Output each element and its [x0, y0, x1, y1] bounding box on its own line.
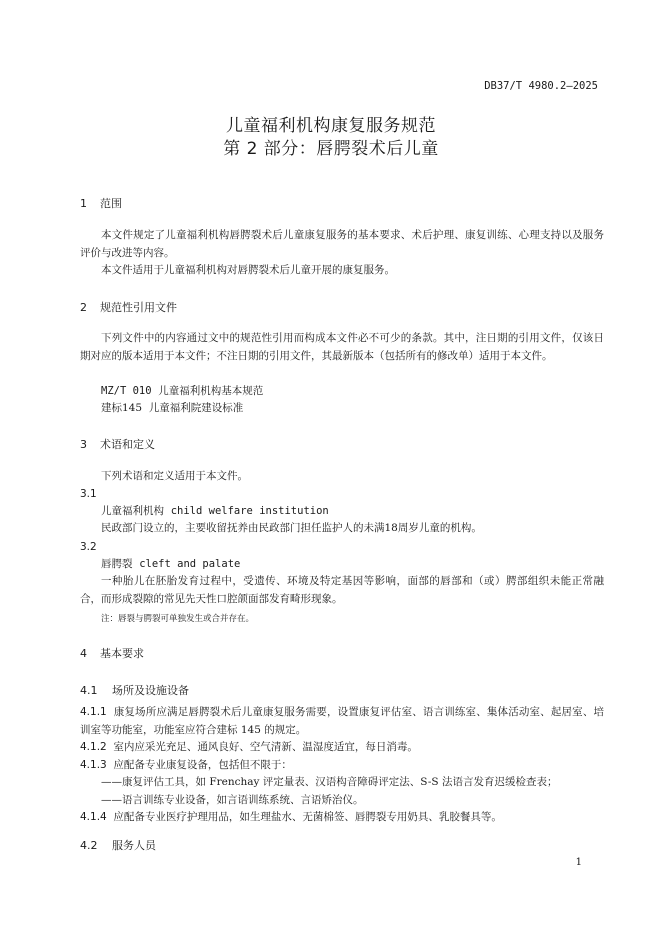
subsection-heading-4-2 [80, 837, 156, 853]
clause-number: 4.1.3 [80, 759, 107, 771]
reference-item [101, 383, 263, 401]
subsection-number: 4.1 [80, 684, 98, 697]
clause-text: 室内应采光充足、通风良好、空气清新、温湿度适宜，每日消毒。 [113, 741, 418, 753]
clause-4-1-4 [80, 809, 502, 827]
section-number: 1 [80, 197, 87, 210]
clause-text: 应配备专业医疗护理用品，如生理盐水、无菌棉签、唇腭裂专用奶具、乳胶餐具等。 [113, 811, 502, 823]
section-number: 2 [80, 301, 87, 314]
clause-4-1-1 [80, 704, 604, 739]
paragraph: 本文件适用于儿童福利机构对唇腭裂术后儿童开展的康复服务。 [101, 264, 395, 276]
section-heading-1 [80, 195, 122, 211]
document-subtitle: 第 2 部分：唇腭裂术后儿童 [223, 139, 439, 159]
clause-number: 4.1.2 [80, 741, 107, 753]
section-heading-2 [80, 299, 177, 315]
reference-code: MZ/T 010 [101, 385, 152, 397]
section-title: 基本要求 [100, 647, 144, 660]
clause-number: 4.1.4 [80, 811, 107, 823]
term-note: 注：唇裂与腭裂可单独发生或合并存在。 [101, 614, 255, 624]
reference-code: 建标145 [101, 402, 143, 414]
paragraph: 本文件规定了儿童福利机构唇腭裂术后儿童康复服务的基本要求、术后护理、康复训练、心理支持以及服务评价与改进等内容。 [80, 229, 604, 259]
term-chinese: 儿童福利机构 [101, 505, 164, 517]
section-title: 术语和定义 [100, 438, 155, 451]
clause-text: 应配备专业康复设备，包括但不限于： [113, 759, 292, 771]
section-heading-4 [80, 645, 144, 661]
term-definition: 一种胎儿在胚胎发育过程中，受遗传、环境及特定基因等影响，面部的唇部和（或）腭部组织未能正常融合，而形成裂隙的常见先天性口腔颌面部发育畸形现象。 [80, 575, 604, 605]
page-number: 1 [575, 857, 582, 868]
clause-text: 康复场所应满足唇腭裂术后儿童康复服务需要，设置康复评估室、语言训练室、集体活动室、起居室、培训室等功能室，功能室应符合建标 145 的规定。 [80, 706, 604, 736]
paragraph: 下列术语和定义适用于本文件。 [101, 470, 248, 482]
reference-item [101, 400, 243, 418]
term-english: cleft and palate [139, 558, 241, 570]
term-chinese: 唇腭裂 [101, 558, 133, 570]
section-number: 4 [80, 647, 87, 660]
clause-4-1-2 [80, 739, 418, 757]
term-number: 3.1 [80, 488, 97, 500]
term-definition: 民政部门设立的，主要收留抚养由民政部门担任监护人的未满18周岁儿童的机构。 [101, 522, 482, 534]
section-number: 3 [80, 438, 87, 451]
dash-list-item: ——康复评估工具，如 Frenchay 评定量表、汉语构音障碍评定法、S-S 法语言发育迟缓检查表； [101, 776, 558, 788]
section-title: 规范性引用文件 [100, 301, 177, 314]
reference-title: 儿童福利机构基本规范 [158, 385, 264, 397]
subsection-title: 场所及设施设备 [112, 684, 189, 697]
document-title: 儿童福利机构康复服务规范 [226, 116, 436, 136]
clause-number: 4.1.1 [80, 706, 107, 718]
term-number: 3.2 [80, 541, 97, 553]
subsection-title: 服务人员 [112, 839, 156, 852]
dash-list-item: ——语言训练专业设备，如言语训练系统、言语矫治仪。 [101, 794, 364, 806]
paragraph: 下列文件中的内容通过文中的规范性引用而构成本文件必不可少的条款。其中，注日期的引用文件，仅该日期对应的版本适用于本文件；不注日期的引用文件，其最新版本（包括所有的修改单）适用于本文件。 [80, 332, 604, 362]
subsection-heading-4-1 [80, 682, 189, 698]
term-entry [101, 503, 329, 521]
section-title: 范围 [100, 197, 122, 210]
term-entry [101, 556, 240, 574]
clause-4-1-3 [80, 757, 292, 775]
section-heading-3 [80, 436, 155, 452]
standard-code: DB37/T 4980.2—2025 [484, 80, 598, 92]
subsection-number: 4.2 [80, 839, 98, 852]
reference-title: 儿童福利院建设标准 [148, 402, 244, 414]
term-english: child welfare institution [170, 505, 329, 517]
